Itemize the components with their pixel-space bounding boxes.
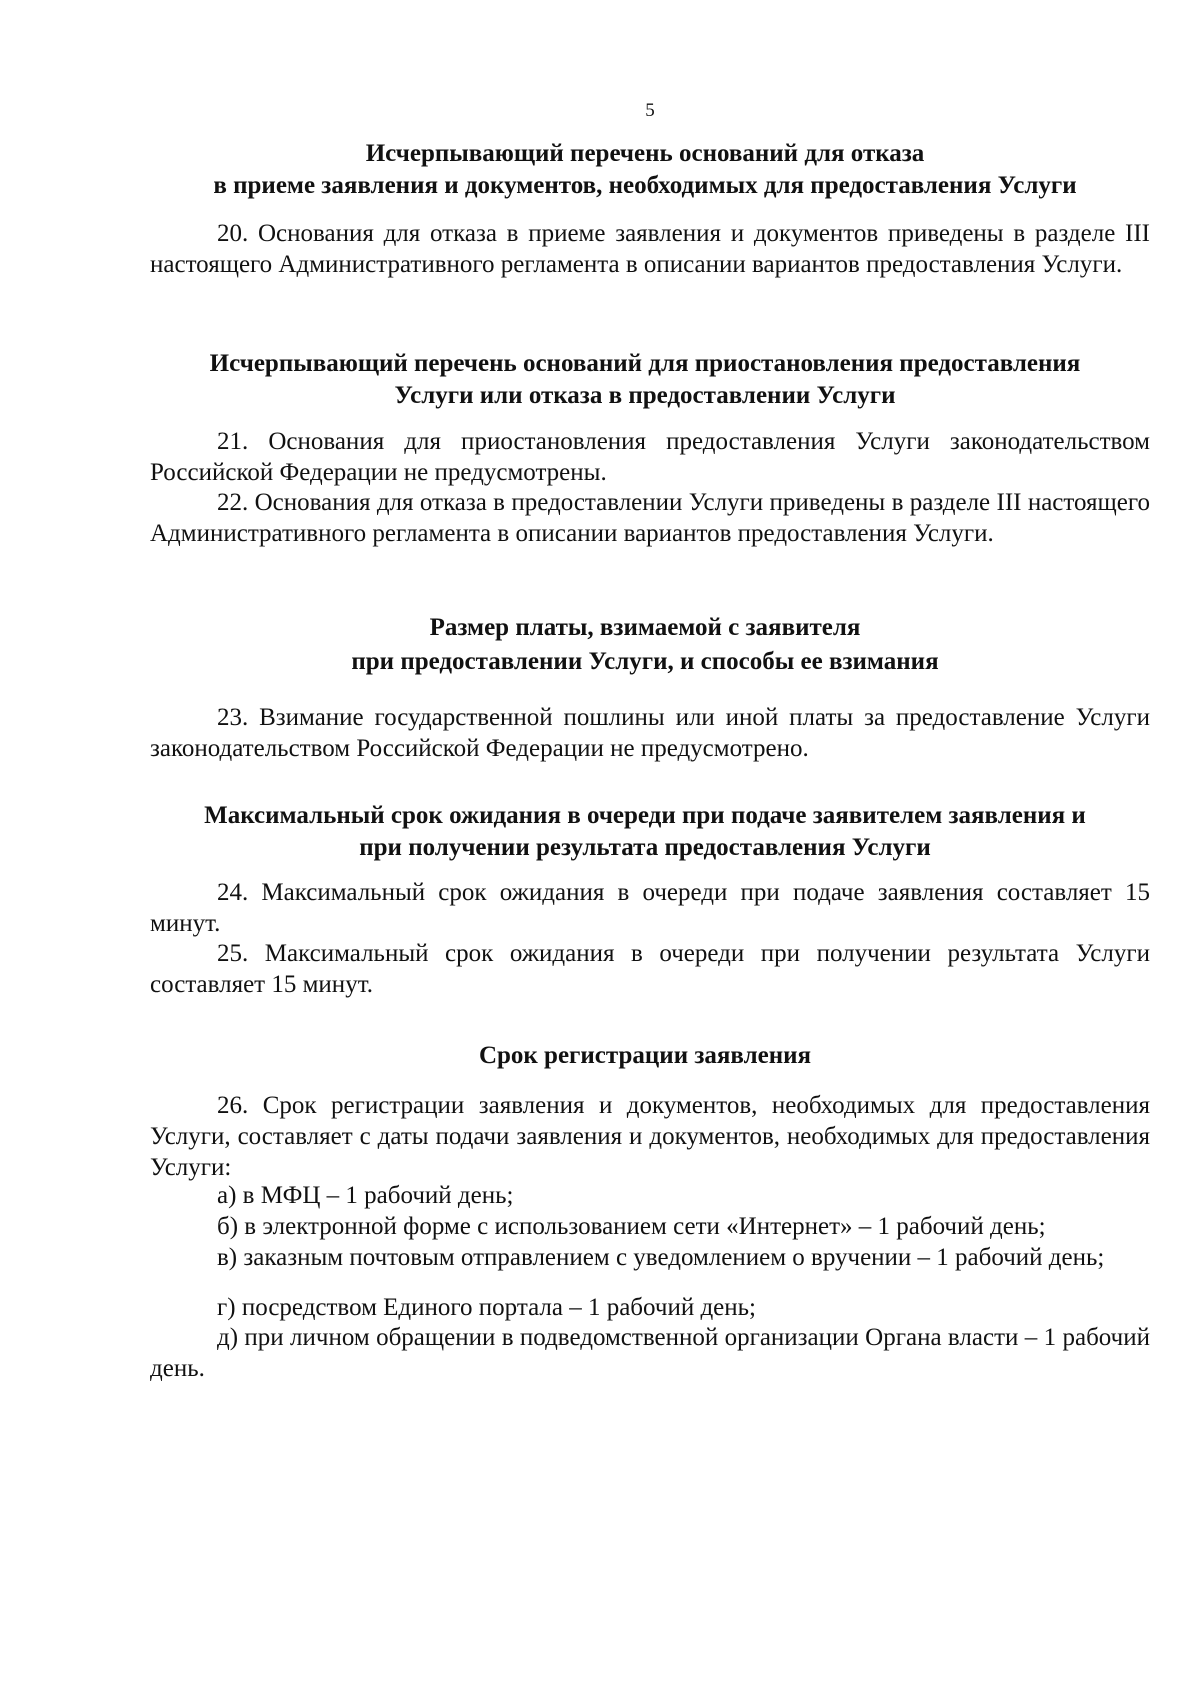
heading-line: Срок регистрации заявления [478,1042,812,1069]
list-item: в) заказным почтовым отправлением с уведомлением о вручении – 1 рабочий день; [217,1244,1105,1271]
section-heading [140,1040,1150,1072]
paragraph-25: 25. Максимальный срок ожидания в очереди при получении результата Услуги составляет 15 минут. [150,940,1150,998]
section-heading [140,612,1150,678]
paragraph-22: 22. Основания для отказа в предоставлении Услуги приведены в разделе III настоящего Административного регламента в описании вариантов предоставления Услуги. [150,489,1150,547]
list-item: а) в МФЦ – 1 рабочий день; [217,1182,514,1209]
heading-line: Максимальный срок ожидания в очереди при подаче заявителем заявления и [204,802,1086,829]
heading-line: Услуги или отказа в предоставлении Услуги [394,382,896,409]
list-item: г) посредством Единого портала – 1 рабочий день; [217,1294,757,1321]
heading-line: Размер платы, взимаемой с заявителя [429,614,861,641]
list-item: б) в электронной форме с использованием сети «Интернет» – 1 рабочий день; [217,1213,1046,1240]
heading-line: в приеме заявления и документов, необходимых для предоставления Услуги [213,172,1077,199]
heading-line: Исчерпывающий перечень оснований для отказа [365,140,925,167]
list-item: д) при личном обращении в подведомственной организации Органа власти – 1 рабочий день. [150,1324,1150,1382]
section-heading [140,138,1150,202]
heading-line: при получении результата предоставления Услуги [359,834,931,861]
heading-line: Исчерпывающий перечень оснований для приостановления предоставления [209,350,1081,377]
section-heading [140,348,1150,412]
paragraph-23: 23. Взимание государственной пошлины или иной платы за предоставление Услуги законодательством Российской Федерации не предусмотрено. [150,704,1150,762]
page-number: 5 [645,100,655,121]
paragraph-20: 20. Основания для отказа в приеме заявления и документов приведены в разделе III настоящего Административного регламента в описании вариантов предоставления Услуги. [150,220,1150,278]
paragraph-26: 26. Срок регистрации заявления и документов, необходимых для предоставления Услуги, составляет с даты подачи заявления и документов, необходимых для предоставления Услуги: [150,1092,1150,1181]
paragraph-21: 21. Основания для приостановления предоставления Услуги законодательством Российской Федерации не предусмотрены. [150,428,1150,486]
section-heading [140,800,1150,864]
paragraph-24: 24. Максимальный срок ожидания в очереди при подаче заявления составляет 15 минут. [150,879,1150,937]
heading-line: при предоставлении Услуги, и способы ее взимания [351,648,939,675]
